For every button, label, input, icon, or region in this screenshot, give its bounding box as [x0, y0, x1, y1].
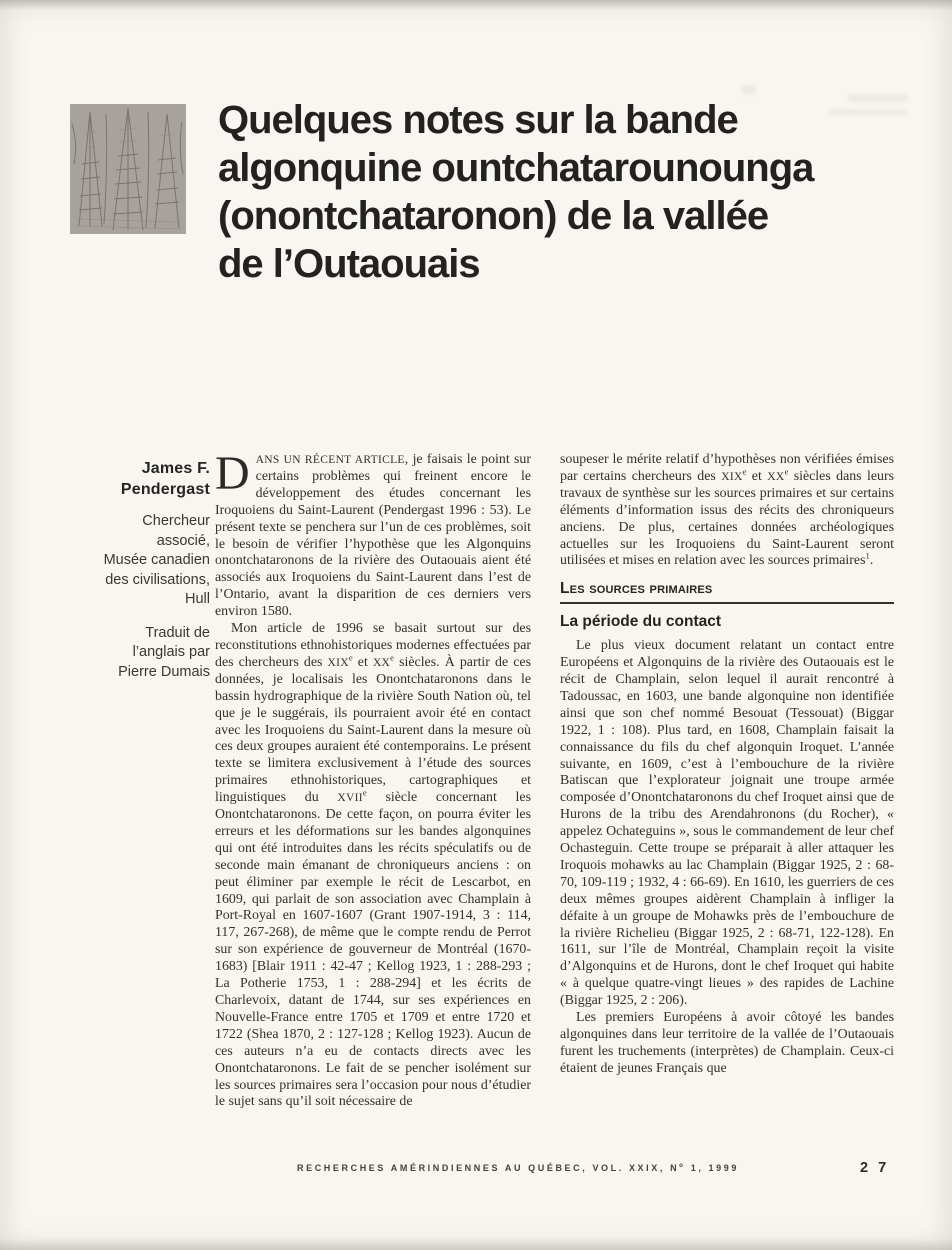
author-name [56, 458, 210, 500]
text-line: (onontchataronon) de la vallée [218, 194, 769, 238]
text-line: Pendergast [120, 481, 210, 498]
paragraph [560, 1010, 894, 1078]
text-line: algonquine ountchatarounounga [218, 146, 814, 190]
text-line: Musée canadien [103, 552, 210, 568]
text-line: Hull [185, 591, 210, 607]
text-run: soupeser le mérite relatif d’hypothèses non vérifiées émises par certains chercheurs des [560, 452, 894, 484]
drop-cap: D [215, 447, 250, 500]
text-run: o [679, 1162, 686, 1169]
text-run: ANS UN RÉCENT ARTICLE [255, 454, 405, 466]
text-run: siècles. À partir de ces données, je localisais les Onontchataronons dans le bassin hydrographique de la rivière South Nation où, tel que je le suggérais, ils pourraient avoir été en contact avec les Iroquoiens du Saint-Laurent dans la mesure où ces deux groupes auraient été contemporains. Le présent texte se limitera exclusivement à l’étude des sources primaires ethnohistoriques, cartographiques et linguistiques du [215, 654, 531, 806]
journal-footer-line [297, 1163, 739, 1173]
text-run: RECHERCHES AMÉRINDIENNES AU QUÉBEC, VOL. XXIX, N [297, 1163, 680, 1173]
text-line: Chercheur [142, 513, 210, 529]
article-thumbnail-etching [70, 104, 186, 234]
text-run: e [390, 652, 394, 663]
text-run: 1, 1999 [685, 1163, 739, 1173]
text-line: Quelques notes sur la bande [218, 98, 738, 142]
text-run: . [869, 553, 874, 569]
text-run: XIX [327, 656, 349, 669]
text-run: XX [372, 656, 391, 669]
text-run: siècle concernant les Onontchataronons. De cette façon, on pourra éviter les erreurs et les déformations sur les bandes algonquines qui ont été introduites dans les récits spéculatifs ou de seconde main émanant de chroniqueurs anciens : on peut éliminer par exemple le récit de Lescarbot, en 1609, qui parlait de son association avec Champlain à Port-Royal en 1607-1607 (Grant 1907-1914, 3 : 114, 117, 267-268), de même que le compte rendu de Perrot sur son expérience de gouverneur de Montréal (1670-1683) [Blair 1911 : 42-47 ; Kellog 1923, 1 : 288-293 ; La Potherie 1753, 1 : 288-294] et les écrits de Charlevoix, datant de 1744, sur ses expériences en Nouvelle-France entre 1705 et 1709 et entre 1720 et 1722 (Shea 1870, 2 : 127-128 ; Kellog 1923). Aucun de ces auteurs n’a eu de contacts directs avec les Onontchataronons. Le fait de se pencher isolément sur les sources primaires sera l’occasion pour nous d’étudier le sujet sans qu’il soit nécessaire de [215, 790, 531, 1110]
text-run: XIX [721, 470, 743, 483]
text-run: et [352, 654, 373, 670]
text-run: Les premiers Européens à avoir côtoyé les bandes algonquines dans leur territoire de la vallée de l’Outaouais furent les truchements (interprètes) de Champlain. Ceux-ci étaient de jeunes Français que [560, 1010, 894, 1076]
text-run: e [742, 466, 747, 477]
paragraph [215, 447, 531, 621]
translation-credit [56, 624, 210, 683]
text-run: 1 [865, 550, 870, 561]
text-line: James F. [141, 460, 210, 477]
text-run: XVII [337, 792, 363, 805]
paragraph [560, 452, 894, 570]
scan-bleed-artifact [742, 86, 756, 94]
page-title [218, 96, 908, 288]
text-run: et [746, 468, 768, 484]
text-line: des civilisations, [105, 571, 210, 588]
text-line: l’anglais par [132, 644, 210, 660]
author-block [56, 458, 210, 682]
etching-thumbnail-icon [70, 104, 186, 234]
text-run: XX [767, 470, 785, 483]
text-line: de l’Outaouais [218, 242, 480, 286]
text-run: Le plus vieux document relatant un contact entre Européens et Algonquins de la rivière des Outaouais est le récit de Champlain, selon lequel il aurait rencontré à Tadoussac, en 1603, une bande algonquine non identifiée ainsi que son chef nommé Besouat (Tessouat) (Biggar 1922, 1 : 108). Plus tard, en 1608, Champlain faisait la connaissance du fils du chef algonquin Iroquet. L’année suivante, en 1609, c’est à l’embouchure de la rivière Batiscan que l’explorateur joignait une troupe armée composée d’Onontchataronons du chef Iroquet ainsi que de Hurons de la tribu des Arendahronons (du Rocher), « appelez Ochateguins », sous le commandement de leur chef Ochasteguin. Cette troupe se préparait à aller attaquer les Iroquois mohawks au lac Champlain (Biggar 1925, 2 : 68-70, 109-119 ; 1932, 4 : 66-69). En 1610, les guerriers de ces deux mêmes groupes aidèrent Champlain à infliger la défaite à un groupe de Mohawks près de l’embouchure de la rivière Richelieu (Biggar 1925, 2 : 68-71, 122-128). En 1611, sur l’île de Montréal, Champlain reçoit la visite d’Algonquins et de Hurons, dont le chef Iroquet qui habite « à quelque quatre-vingt lieues » des rapides de Lachine (Biggar 1925, 2 : 206). [560, 638, 894, 1009]
text-run: e [784, 466, 789, 477]
sub-heading: La période du contact [560, 613, 722, 631]
page-number: 2 7 [860, 1160, 890, 1176]
article-column-1 [215, 447, 531, 1111]
text-run: , je faisais le point sur certains problèmes qui freinent encore le développement des études concernant les Iroquoiens du Saint-Laurent (Pendergast 1996 : 53). Le présent texte se penchera sur l’un de ces problèmes, soit le besoin de vérifier l’hypothèse que les Algonquins onontchataronons de la rivière des Outaouais aient été associés aux Iroquoiens du Saint-Laurent dans l’est de l’Ontario, avant la disparition de ces derniers vers environ 1580. [215, 452, 531, 620]
text-line: Pierre Dumais [118, 663, 210, 680]
text-line: associé, [156, 532, 210, 549]
author-affiliation [56, 512, 210, 610]
text-run: Mon article de 1996 se basait surtout sur des reconstitutions ethnohistoriques modernes effectuées par des chercheurs des [215, 621, 531, 670]
text-run: e [362, 787, 367, 798]
article-column-2 [560, 452, 894, 1078]
text-run: e [348, 652, 353, 663]
section-heading: Les sources primaires [560, 581, 894, 604]
text-line: Traduit de [145, 624, 210, 641]
paragraph [215, 621, 531, 1111]
paragraph [560, 638, 894, 1010]
text-run: siècles dans leurs travaux de synthèse sur les sources primaires et sur certains éléments d’information issus des récits des chroniqueurs anciens. De plus, certaines données archéologiques actuelles sur les Iroquoiens du Saint-Laurent seront utilisées et mises en relation avec les sources primaires [560, 468, 894, 569]
